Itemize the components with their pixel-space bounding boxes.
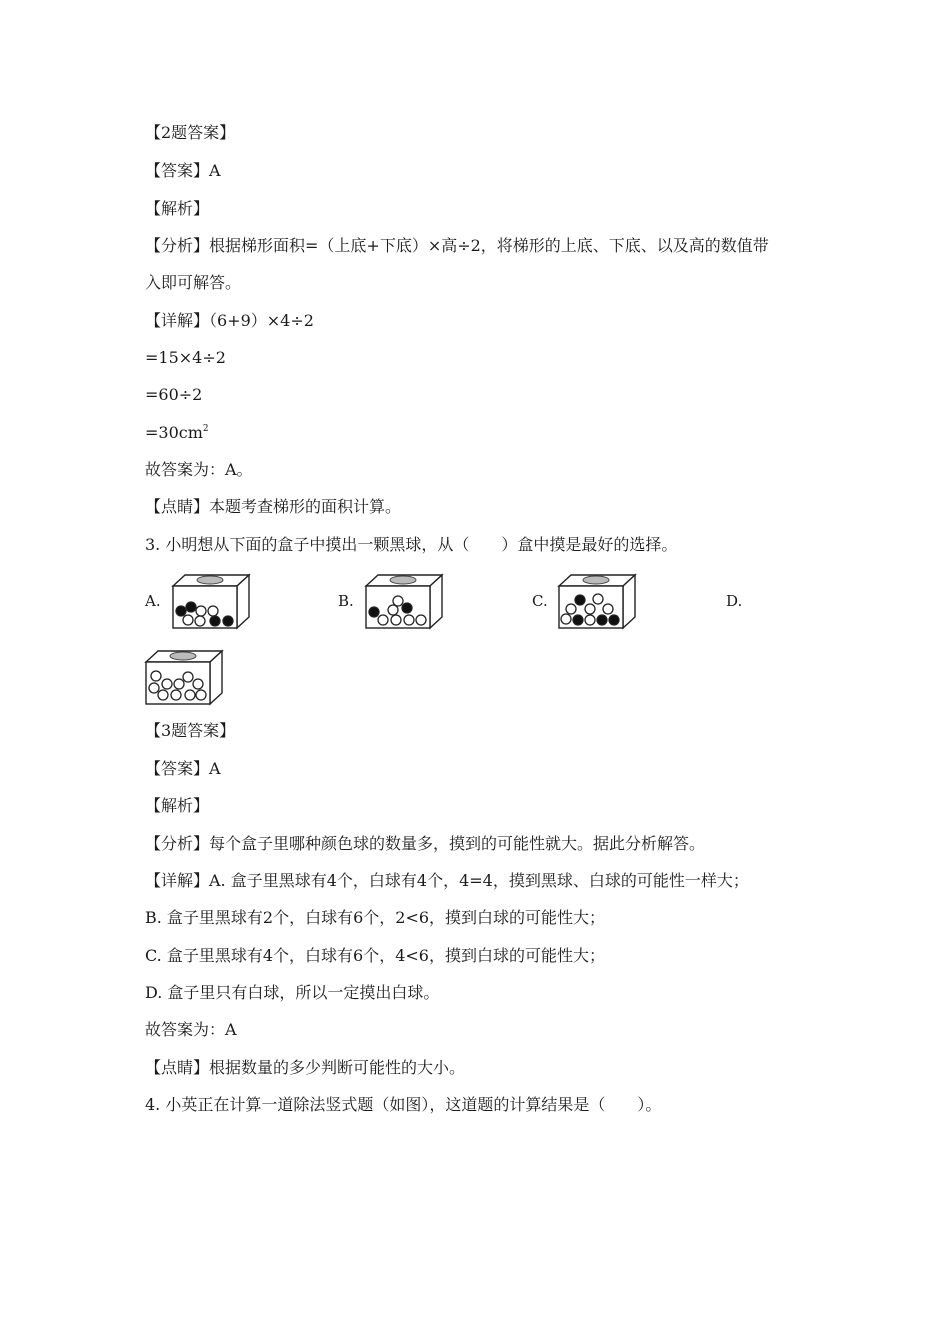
q3-answer: 【答案】A [145,759,221,778]
q2-analysis-line-2: 入即可解答。 [145,273,242,292]
q3-analysis-heading: 【解析】 [145,796,210,815]
option-a-label: A. [145,592,161,610]
q3-detail-c: C. 盒子里黑球有4个，白球有6个，4<6，摸到白球的可能性大； [145,946,605,965]
q3-analysis: 【分析】每个盒子里哪种颜色球的数量多，摸到的可能性就大。据此分析解答。 [145,834,706,853]
q2-step-1: =15×4÷2 [145,348,226,367]
option-c-label: C. [532,592,548,610]
box-a-image [170,572,252,630]
box-c-image [556,572,638,630]
q3-detail-b: B. 盒子里黑球有2个，白球有6个，2<6，摸到白球的可能性大； [145,908,606,927]
q2-answer-heading: 【2题答案】 [145,123,236,142]
q4-question: 4. 小英正在计算一道除法竖式题（如图），这道题的计算结果是（ ）。 [145,1095,662,1114]
q2-comment: 【点睛】本题考查梯形的面积计算。 [145,497,402,516]
q2-detail: 【详解】（6+9）×4÷2 [145,311,314,330]
superscript-2: 2 [202,424,209,434]
q2-analysis-heading: 【解析】 [145,199,210,218]
q2-analysis-line-1: 【分析】根据梯形面积=（上底+下底）×高÷2，将梯形的上底、下底、以及高的数值带 [145,236,769,255]
q3-detail-a: 【详解】A. 盒子里黑球有4个，白球有4个，4=4，摸到黑球、白球的可能性一样大； [145,871,749,890]
option-d-label: D. [726,592,743,610]
q2-conclusion: 故答案为：A。 [145,460,253,479]
q3-conclusion: 故答案为：A [145,1020,237,1039]
option-b-label: B. [338,592,354,610]
q3-detail-d: D. 盒子里只有白球，所以一定摸出白球。 [145,983,440,1002]
q3-question: 3. 小明想从下面的盒子中摸出一颗黑球，从（ ）盒中摸是最好的选择。 [145,535,678,554]
q3-comment: 【点睛】根据数量的多少判断可能性的大小。 [145,1058,466,1077]
q2-answer: 【答案】A [145,161,221,180]
q3-answer-heading: 【3题答案】 [145,721,236,740]
box-b-image [363,572,445,630]
box-d-image [143,648,225,706]
q2-step-3: $=30cm^2$ [145,423,209,442]
q2-step-2: =60÷2 [145,385,203,404]
